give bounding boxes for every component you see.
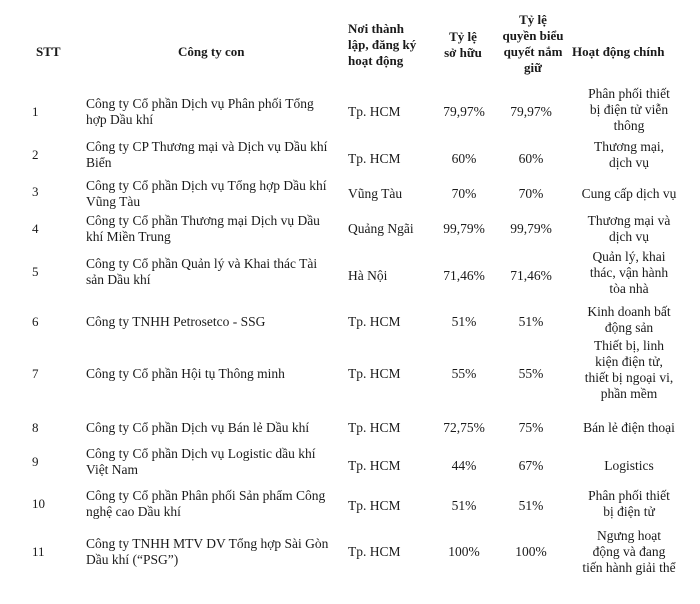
row-company xyxy=(86,420,348,436)
activity-line: động sản xyxy=(604,320,654,335)
row-ownership: 100% xyxy=(448,544,480,559)
activity-line: Thiết bị, linh xyxy=(593,338,665,353)
activity-line: bị điện tử xyxy=(603,504,655,519)
row-activity xyxy=(565,488,693,520)
header-voting xyxy=(494,12,572,76)
company-line: Công ty Cổ phần Hội tụ Thông minh xyxy=(86,366,285,381)
row-stt: 9 xyxy=(32,454,39,469)
row-location: Tp. HCM xyxy=(348,151,401,166)
row-activity xyxy=(565,304,693,336)
row-company xyxy=(86,213,348,245)
row-stt: 7 xyxy=(32,366,39,381)
company-line: Công ty Cổ phần Thương mại Dịch vụ Dầu xyxy=(86,213,320,228)
company-line: Công ty CP Thương mại và Dịch vụ Dầu khí xyxy=(86,139,328,154)
row-company xyxy=(86,96,348,128)
activity-line: bị điện tử viễn xyxy=(589,102,669,117)
activity-line: thiết bị ngoại vi, xyxy=(584,370,674,385)
activity-line: Phân phối thiết xyxy=(588,488,670,503)
row-activity xyxy=(565,528,693,576)
activity-line: phần mềm xyxy=(600,386,658,401)
row-location: Quảng Ngãi xyxy=(348,221,414,236)
company-line: Công ty Cổ phần Quản lý và Khai thác Tài xyxy=(86,256,318,271)
header-location-line: hoạt động xyxy=(348,53,404,68)
row-company xyxy=(86,366,348,382)
row-voting: 51% xyxy=(518,498,544,513)
row-stt: 5 xyxy=(32,264,39,279)
company-line: Công ty Cổ phần Dịch vụ Phân phối Tổng xyxy=(86,96,314,111)
header-location-line: Nơi thành xyxy=(348,21,404,36)
row-location: Tp. HCM xyxy=(348,314,401,329)
row-company xyxy=(86,139,348,171)
row-company xyxy=(86,536,348,568)
row-activity xyxy=(565,249,693,297)
activity-line: Ngưng hoạt xyxy=(597,528,661,543)
row-ownership: 71,46% xyxy=(443,268,485,283)
row-location: Tp. HCM xyxy=(348,544,401,559)
row-ownership: 72,75% xyxy=(443,420,485,435)
activity-line: Thương mại và xyxy=(587,213,671,228)
row-location: Tp. HCM xyxy=(348,104,401,119)
company-line: Công ty TNHH Petrosetco - SSG xyxy=(86,314,266,329)
activity-line: Bán lẻ điện thoại xyxy=(583,420,675,435)
row-location: Tp. HCM xyxy=(348,420,401,435)
row-company xyxy=(86,256,348,288)
activity-line: Quản lý, khai xyxy=(592,249,666,264)
row-company xyxy=(86,178,348,210)
activity-line: động và đang xyxy=(592,544,666,559)
row-stt: 10 xyxy=(32,496,45,511)
company-line: Dầu khí (“PSG”) xyxy=(86,552,179,567)
header-voting-line: quyết nắm xyxy=(503,44,563,59)
row-stt: 3 xyxy=(32,184,39,199)
header-ownership-line: Tỷ lệ xyxy=(449,29,477,44)
activity-line: dịch vụ xyxy=(608,155,650,170)
row-voting: 55% xyxy=(518,366,544,381)
row-activity xyxy=(565,458,693,474)
row-voting: 51% xyxy=(518,314,544,329)
company-line: Công ty TNHH MTV DV Tổng hợp Sài Gòn xyxy=(86,536,329,551)
row-ownership: 79,97% xyxy=(443,104,485,119)
row-stt: 2 xyxy=(32,147,39,162)
activity-line: thông xyxy=(613,118,645,133)
row-voting: 70% xyxy=(518,186,544,201)
row-voting: 100% xyxy=(515,544,547,559)
row-location: Tp. HCM xyxy=(348,458,401,473)
company-line: Biển xyxy=(86,155,112,170)
company-line: nghệ cao Dầu khí xyxy=(86,504,181,519)
row-location: Tp. HCM xyxy=(348,366,401,381)
row-company xyxy=(86,314,348,330)
row-stt: 11 xyxy=(32,544,45,559)
activity-line: Cung cấp dịch vụ xyxy=(581,186,677,201)
company-line: Vũng Tàu xyxy=(86,194,141,209)
header-company: Công ty con xyxy=(178,44,245,59)
row-stt: 8 xyxy=(32,420,39,435)
row-stt: 6 xyxy=(32,314,39,329)
row-company xyxy=(86,446,348,478)
company-line: khí Miền Trung xyxy=(86,229,171,244)
row-ownership: 51% xyxy=(451,314,477,329)
row-company xyxy=(86,488,348,520)
row-voting: 60% xyxy=(518,151,544,166)
activity-line: kiện điện tử, xyxy=(595,354,663,369)
company-line: Công ty Cổ phần Phân phối Sản phẩm Công xyxy=(86,488,326,503)
activity-line: dịch vụ xyxy=(608,229,650,244)
row-ownership: 44% xyxy=(451,458,477,473)
header-location xyxy=(348,21,438,69)
activity-line: Logistics xyxy=(604,458,654,473)
company-line: Công ty Cổ phần Dịch vụ Tổng hợp Dầu khí xyxy=(86,178,327,193)
row-voting: 71,46% xyxy=(510,268,552,283)
company-line: Việt Nam xyxy=(86,462,139,477)
header-voting-line: Tỷ lệ xyxy=(519,12,547,27)
row-activity xyxy=(565,338,693,402)
row-location: Vũng Tàu xyxy=(348,186,403,201)
row-voting: 67% xyxy=(518,458,544,473)
row-ownership: 55% xyxy=(451,366,477,381)
row-voting: 79,97% xyxy=(510,104,552,119)
company-line: sản Dầu khí xyxy=(86,272,151,287)
activity-line: Phân phối thiết xyxy=(588,86,670,101)
row-activity xyxy=(565,139,693,171)
company-line: hợp Dầu khí xyxy=(86,112,154,127)
activity-line: tiến hành giải thể xyxy=(582,560,676,575)
header-voting-line: giữ xyxy=(524,60,542,75)
activity-line: Kinh doanh bất xyxy=(587,304,671,319)
row-activity xyxy=(565,213,693,245)
row-location: Tp. HCM xyxy=(348,498,401,513)
row-stt: 1 xyxy=(32,104,39,119)
row-activity xyxy=(565,86,693,134)
row-ownership: 99,79% xyxy=(443,221,485,236)
header-ownership xyxy=(432,29,494,61)
row-voting: 99,79% xyxy=(510,221,552,236)
header-location-line: lập, đăng ký xyxy=(348,37,417,52)
activity-line: thác, vận hành xyxy=(589,265,669,280)
company-line: Công ty Cổ phần Dịch vụ Logistic dầu khí xyxy=(86,446,316,461)
header-stt: STT xyxy=(36,44,61,59)
header-ownership-line: sở hữu xyxy=(444,45,482,60)
activity-line: tòa nhà xyxy=(609,281,649,296)
row-ownership: 60% xyxy=(451,151,477,166)
header-activity: Hoạt động chính xyxy=(572,44,665,59)
row-activity xyxy=(565,420,693,436)
row-stt: 4 xyxy=(32,221,39,236)
row-ownership: 70% xyxy=(451,186,477,201)
row-voting: 75% xyxy=(518,420,544,435)
row-ownership: 51% xyxy=(451,498,477,513)
activity-line: Thương mại, xyxy=(594,139,664,154)
header-voting-line: quyền biểu xyxy=(502,28,564,43)
row-activity xyxy=(565,186,693,202)
row-location: Hà Nội xyxy=(348,268,388,283)
company-line: Công ty Cổ phần Dịch vụ Bán lẻ Dầu khí xyxy=(86,420,310,435)
